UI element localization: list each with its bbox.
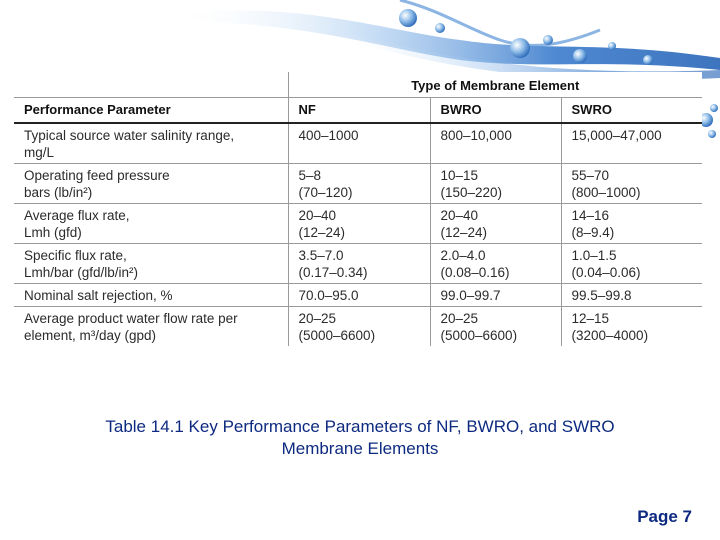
parameter-cell xyxy=(14,204,288,244)
cell-line: 5–8 xyxy=(298,168,322,183)
table-row xyxy=(14,284,702,307)
cell-line: Average flux rate, xyxy=(24,208,130,223)
table-header-row xyxy=(14,98,702,124)
caption-line: Table 14.1 Key Performance Parameters of NF, BWRO, and SWRO xyxy=(105,417,615,436)
parameter-cell xyxy=(14,284,288,307)
table-row xyxy=(14,244,702,284)
value-cell xyxy=(288,284,430,307)
column-header: NF xyxy=(288,98,430,124)
value-cell xyxy=(430,204,561,244)
value-cell xyxy=(430,244,561,284)
cell-line: 800–10,000 xyxy=(440,128,512,143)
value-cell xyxy=(561,164,702,204)
cell-line: element, m³/day (gpd) xyxy=(24,328,157,343)
cell-line: 99.5–99.8 xyxy=(571,288,632,303)
table-caption xyxy=(40,416,680,460)
column-header: BWRO xyxy=(430,98,561,124)
value-cell xyxy=(561,244,702,284)
cell-line: (0.17–0.34) xyxy=(298,265,368,280)
value-cell xyxy=(430,164,561,204)
performance-table xyxy=(14,72,702,346)
value-cell xyxy=(561,307,702,347)
cell-line: 1.0–1.5 xyxy=(571,248,617,263)
value-cell xyxy=(288,307,430,347)
cell-line: 3.5–7.0 xyxy=(298,248,344,263)
performance-table-image xyxy=(14,72,702,362)
value-cell xyxy=(288,204,430,244)
cell-line: (5000–6600) xyxy=(298,328,376,343)
cell-line: 20–40 xyxy=(440,208,479,223)
cell-line: 20–40 xyxy=(298,208,337,223)
table-row xyxy=(14,164,702,204)
value-cell xyxy=(288,123,430,164)
caption-line: Membrane Elements xyxy=(281,439,439,458)
parameter-cell xyxy=(14,164,288,204)
parameter-cell xyxy=(14,244,288,284)
column-header: Performance Parameter xyxy=(14,98,288,124)
value-cell xyxy=(561,204,702,244)
cell-line: (12–24) xyxy=(298,225,346,240)
value-cell xyxy=(561,284,702,307)
cell-line: (70–120) xyxy=(298,185,353,200)
table-row xyxy=(14,123,702,164)
cell-line: 20–25 xyxy=(298,311,337,326)
cell-line: bars (lb/in²) xyxy=(24,185,93,200)
cell-line: 70.0–95.0 xyxy=(298,288,359,303)
cell-line: Average product water flow rate per xyxy=(24,311,238,326)
page-number: Page 7 xyxy=(637,507,692,526)
column-header: SWRO xyxy=(561,98,702,124)
value-cell xyxy=(288,164,430,204)
cell-line: (0.04–0.06) xyxy=(571,265,641,280)
cell-line: Nominal salt rejection, % xyxy=(24,288,173,303)
table-row xyxy=(14,307,702,347)
cell-line: (0.08–0.16) xyxy=(440,265,510,280)
table-group-header-row xyxy=(14,72,702,98)
cell-line: (150–220) xyxy=(440,185,503,200)
cell-line: 12–15 xyxy=(571,311,610,326)
cell-line: Operating feed pressure xyxy=(24,168,170,183)
cell-line: Specific flux rate, xyxy=(24,248,127,263)
cell-line: 55–70 xyxy=(571,168,610,183)
cell-line: Lmh/bar (gfd/lb/in²) xyxy=(24,265,139,280)
cell-line: (5000–6600) xyxy=(440,328,518,343)
group-header: Type of Membrane Element xyxy=(288,72,702,98)
cell-line: (12–24) xyxy=(440,225,488,240)
cell-line: 10–15 xyxy=(440,168,479,183)
parameter-cell xyxy=(14,123,288,164)
cell-line: (800–1000) xyxy=(571,185,641,200)
value-cell xyxy=(561,123,702,164)
value-cell xyxy=(430,307,561,347)
value-cell xyxy=(288,244,430,284)
cell-line: 20–25 xyxy=(440,311,479,326)
parameter-cell xyxy=(14,307,288,347)
cell-line: mg/L xyxy=(24,145,55,160)
cell-line: Typical source water salinity range, xyxy=(24,128,235,143)
cell-line: 400–1000 xyxy=(298,128,359,143)
value-cell xyxy=(430,284,561,307)
cell-line: Lmh (gfd) xyxy=(24,225,82,240)
cell-line: (8–9.4) xyxy=(571,225,615,240)
cell-line: 14–16 xyxy=(571,208,610,223)
cell-line: 2.0–4.0 xyxy=(440,248,486,263)
cell-line: 99.0–99.7 xyxy=(440,288,501,303)
table-row xyxy=(14,204,702,244)
cell-line: 15,000–47,000 xyxy=(571,128,662,143)
cell-line: (3200–4000) xyxy=(571,328,649,343)
value-cell xyxy=(430,123,561,164)
